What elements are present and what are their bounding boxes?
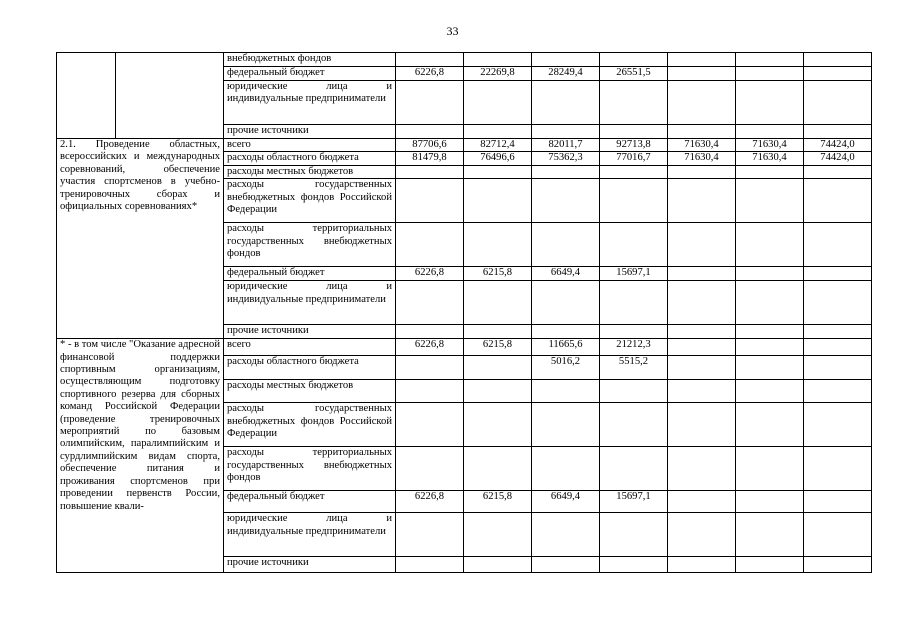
table-row	[57, 53, 872, 67]
value-cell	[804, 165, 872, 178]
value-cell	[668, 81, 736, 125]
funding-source-cell: прочие источники	[224, 125, 396, 139]
value-cell	[804, 179, 872, 223]
funding-source-cell: расходы территориальных государственных внебюджетных фондов	[224, 447, 396, 491]
value-cell	[804, 380, 872, 403]
budget-table	[56, 52, 872, 573]
value-cell	[532, 447, 600, 491]
value-cell	[396, 447, 464, 491]
value-cell: 6649,4	[532, 491, 600, 513]
funding-source-cell: федеральный бюджет	[224, 67, 396, 81]
value-cell: 74424,0	[804, 139, 872, 152]
value-cell	[668, 403, 736, 447]
funding-source-cell: всего	[224, 339, 396, 356]
value-cell	[668, 165, 736, 178]
value-cell	[804, 67, 872, 81]
value-cell	[668, 513, 736, 557]
value-cell	[668, 67, 736, 81]
value-cell: 21212,3	[600, 339, 668, 356]
funding-source-cell: всего	[224, 139, 396, 152]
value-cell: 77016,7	[600, 152, 668, 165]
value-cell: 6215,8	[464, 339, 532, 356]
value-cell	[736, 447, 804, 491]
value-cell	[532, 53, 600, 67]
value-cell	[600, 53, 668, 67]
value-cell	[736, 125, 804, 139]
value-cell	[668, 53, 736, 67]
value-cell	[668, 557, 736, 573]
value-cell: 22269,8	[464, 67, 532, 81]
value-cell	[464, 513, 532, 557]
value-cell	[804, 513, 872, 557]
funding-source-cell: федеральный бюджет	[224, 491, 396, 513]
value-cell	[464, 223, 532, 267]
value-cell	[736, 81, 804, 125]
value-cell: 81479,8	[396, 152, 464, 165]
value-cell: 71630,4	[736, 152, 804, 165]
funding-source-cell: расходы государственных внебюджетных фондов Российской Федерации	[224, 179, 396, 223]
value-cell: 6215,8	[464, 491, 532, 513]
value-cell	[600, 513, 668, 557]
value-cell	[804, 491, 872, 513]
value-cell	[396, 356, 464, 380]
value-cell: 6226,8	[396, 267, 464, 281]
value-cell: 82712,4	[464, 139, 532, 152]
value-cell	[396, 281, 464, 325]
value-cell	[668, 356, 736, 380]
value-cell: 87706,6	[396, 139, 464, 152]
value-cell	[736, 491, 804, 513]
value-cell: 6215,8	[464, 267, 532, 281]
value-cell: 74424,0	[804, 152, 872, 165]
value-cell	[396, 125, 464, 139]
value-cell	[804, 403, 872, 447]
funding-source-cell: прочие источники	[224, 557, 396, 573]
value-cell	[668, 267, 736, 281]
value-cell	[600, 125, 668, 139]
value-cell	[804, 223, 872, 267]
value-cell	[804, 339, 872, 356]
value-cell	[464, 356, 532, 380]
value-cell	[736, 267, 804, 281]
value-cell: 5016,2	[532, 356, 600, 380]
value-cell	[396, 325, 464, 339]
value-cell	[532, 380, 600, 403]
value-cell	[396, 81, 464, 125]
value-cell	[804, 325, 872, 339]
value-cell	[668, 339, 736, 356]
value-cell: 71630,4	[736, 139, 804, 152]
value-cell	[668, 447, 736, 491]
value-cell: 6226,8	[396, 67, 464, 81]
value-cell: 76496,6	[464, 152, 532, 165]
funding-source-cell: федеральный бюджет	[224, 267, 396, 281]
value-cell: 75362,3	[532, 152, 600, 165]
value-cell	[464, 447, 532, 491]
value-cell	[804, 557, 872, 573]
value-cell	[464, 557, 532, 573]
value-cell	[736, 223, 804, 267]
value-cell: 28249,4	[532, 67, 600, 81]
funding-source-cell: расходы областного бюджета	[224, 356, 396, 380]
value-cell	[804, 81, 872, 125]
value-cell	[668, 380, 736, 403]
value-cell	[396, 557, 464, 573]
value-cell: 6649,4	[532, 267, 600, 281]
value-cell	[464, 325, 532, 339]
value-cell	[532, 557, 600, 573]
value-cell	[464, 179, 532, 223]
value-cell	[668, 325, 736, 339]
value-cell: 92713,8	[600, 139, 668, 152]
value-cell	[736, 325, 804, 339]
value-cell	[600, 325, 668, 339]
value-cell	[736, 403, 804, 447]
value-cell: 6226,8	[396, 491, 464, 513]
funding-source-cell: расходы государственных внебюджетных фондов Российской Федерации	[224, 403, 396, 447]
value-cell	[804, 281, 872, 325]
activity-description-cell: * - в том числе "Оказание адресной финансовой поддержки спортивным организациям, осуществляющим подготовку спортивного резерва для сборных команд Российской Федерации (проведение тренировочных мероприятий по базовым олимпийским, паралимпийским и сурдлимпийским видам спорта, обеспечение питания и проживания спортсменов при проведении первенств России, повышение квали-	[57, 339, 224, 573]
value-cell	[464, 165, 532, 178]
value-cell	[532, 403, 600, 447]
value-cell	[532, 325, 600, 339]
value-cell: 82011,7	[532, 139, 600, 152]
value-cell	[736, 179, 804, 223]
value-cell	[804, 356, 872, 380]
funding-source-cell: расходы областного бюджета	[224, 152, 396, 165]
value-cell	[532, 125, 600, 139]
funding-source-cell: внебюджетных фондов	[224, 53, 396, 67]
value-cell	[532, 165, 600, 178]
value-cell	[396, 223, 464, 267]
value-cell	[532, 179, 600, 223]
value-cell	[668, 491, 736, 513]
value-cell: 6226,8	[396, 339, 464, 356]
funding-source-cell: расходы местных бюджетов	[224, 380, 396, 403]
value-cell	[668, 223, 736, 267]
value-cell	[736, 339, 804, 356]
value-cell: 11665,6	[532, 339, 600, 356]
value-cell	[532, 281, 600, 325]
value-cell	[736, 356, 804, 380]
value-cell	[736, 53, 804, 67]
value-cell	[668, 281, 736, 325]
value-cell	[736, 281, 804, 325]
value-cell	[464, 125, 532, 139]
value-cell: 5515,2	[600, 356, 668, 380]
value-cell	[396, 380, 464, 403]
value-cell	[736, 380, 804, 403]
funding-source-cell: юридические лица и индивидуальные предприниматели	[224, 81, 396, 125]
funding-source-cell: юридические лица и индивидуальные предприниматели	[224, 513, 396, 557]
value-cell	[668, 125, 736, 139]
value-cell: 26551,5	[600, 67, 668, 81]
table-row	[57, 139, 872, 152]
funding-source-cell: расходы территориальных государственных внебюджетных фондов	[224, 223, 396, 267]
value-cell	[600, 380, 668, 403]
continued-label-cell	[116, 53, 224, 139]
value-cell	[804, 267, 872, 281]
value-cell	[396, 179, 464, 223]
value-cell	[736, 165, 804, 178]
value-cell	[464, 81, 532, 125]
value-cell	[464, 380, 532, 403]
activity-description-cell: 2.1. Проведение областных, всероссийских и международных соревнований, обеспечение участия спортсменов в учебно-тренировочных сборах и официальных соревнованиях*	[57, 139, 224, 339]
continued-label-cell	[57, 53, 116, 139]
table-row	[57, 339, 872, 356]
page-number: 33	[446, 24, 459, 38]
value-cell	[464, 403, 532, 447]
value-cell	[736, 513, 804, 557]
value-cell	[396, 403, 464, 447]
value-cell	[464, 53, 532, 67]
value-cell	[600, 179, 668, 223]
value-cell	[600, 447, 668, 491]
funding-source-cell: прочие источники	[224, 325, 396, 339]
value-cell	[464, 281, 532, 325]
value-cell	[736, 557, 804, 573]
value-cell	[600, 165, 668, 178]
value-cell	[804, 53, 872, 67]
value-cell: 71630,4	[668, 139, 736, 152]
value-cell	[396, 513, 464, 557]
value-cell	[668, 179, 736, 223]
table-body	[57, 53, 872, 573]
value-cell	[600, 281, 668, 325]
value-cell: 15697,1	[600, 491, 668, 513]
value-cell: 71630,4	[668, 152, 736, 165]
funding-source-cell: расходы местных бюджетов	[224, 165, 396, 178]
value-cell	[532, 513, 600, 557]
value-cell	[600, 557, 668, 573]
value-cell	[600, 223, 668, 267]
value-cell	[396, 165, 464, 178]
value-cell	[600, 403, 668, 447]
funding-source-cell: юридические лица и индивидуальные предприниматели	[224, 281, 396, 325]
value-cell: 15697,1	[600, 267, 668, 281]
value-cell	[736, 67, 804, 81]
value-cell	[600, 81, 668, 125]
value-cell	[532, 223, 600, 267]
value-cell	[804, 125, 872, 139]
value-cell	[532, 81, 600, 125]
value-cell	[804, 447, 872, 491]
value-cell	[396, 53, 464, 67]
